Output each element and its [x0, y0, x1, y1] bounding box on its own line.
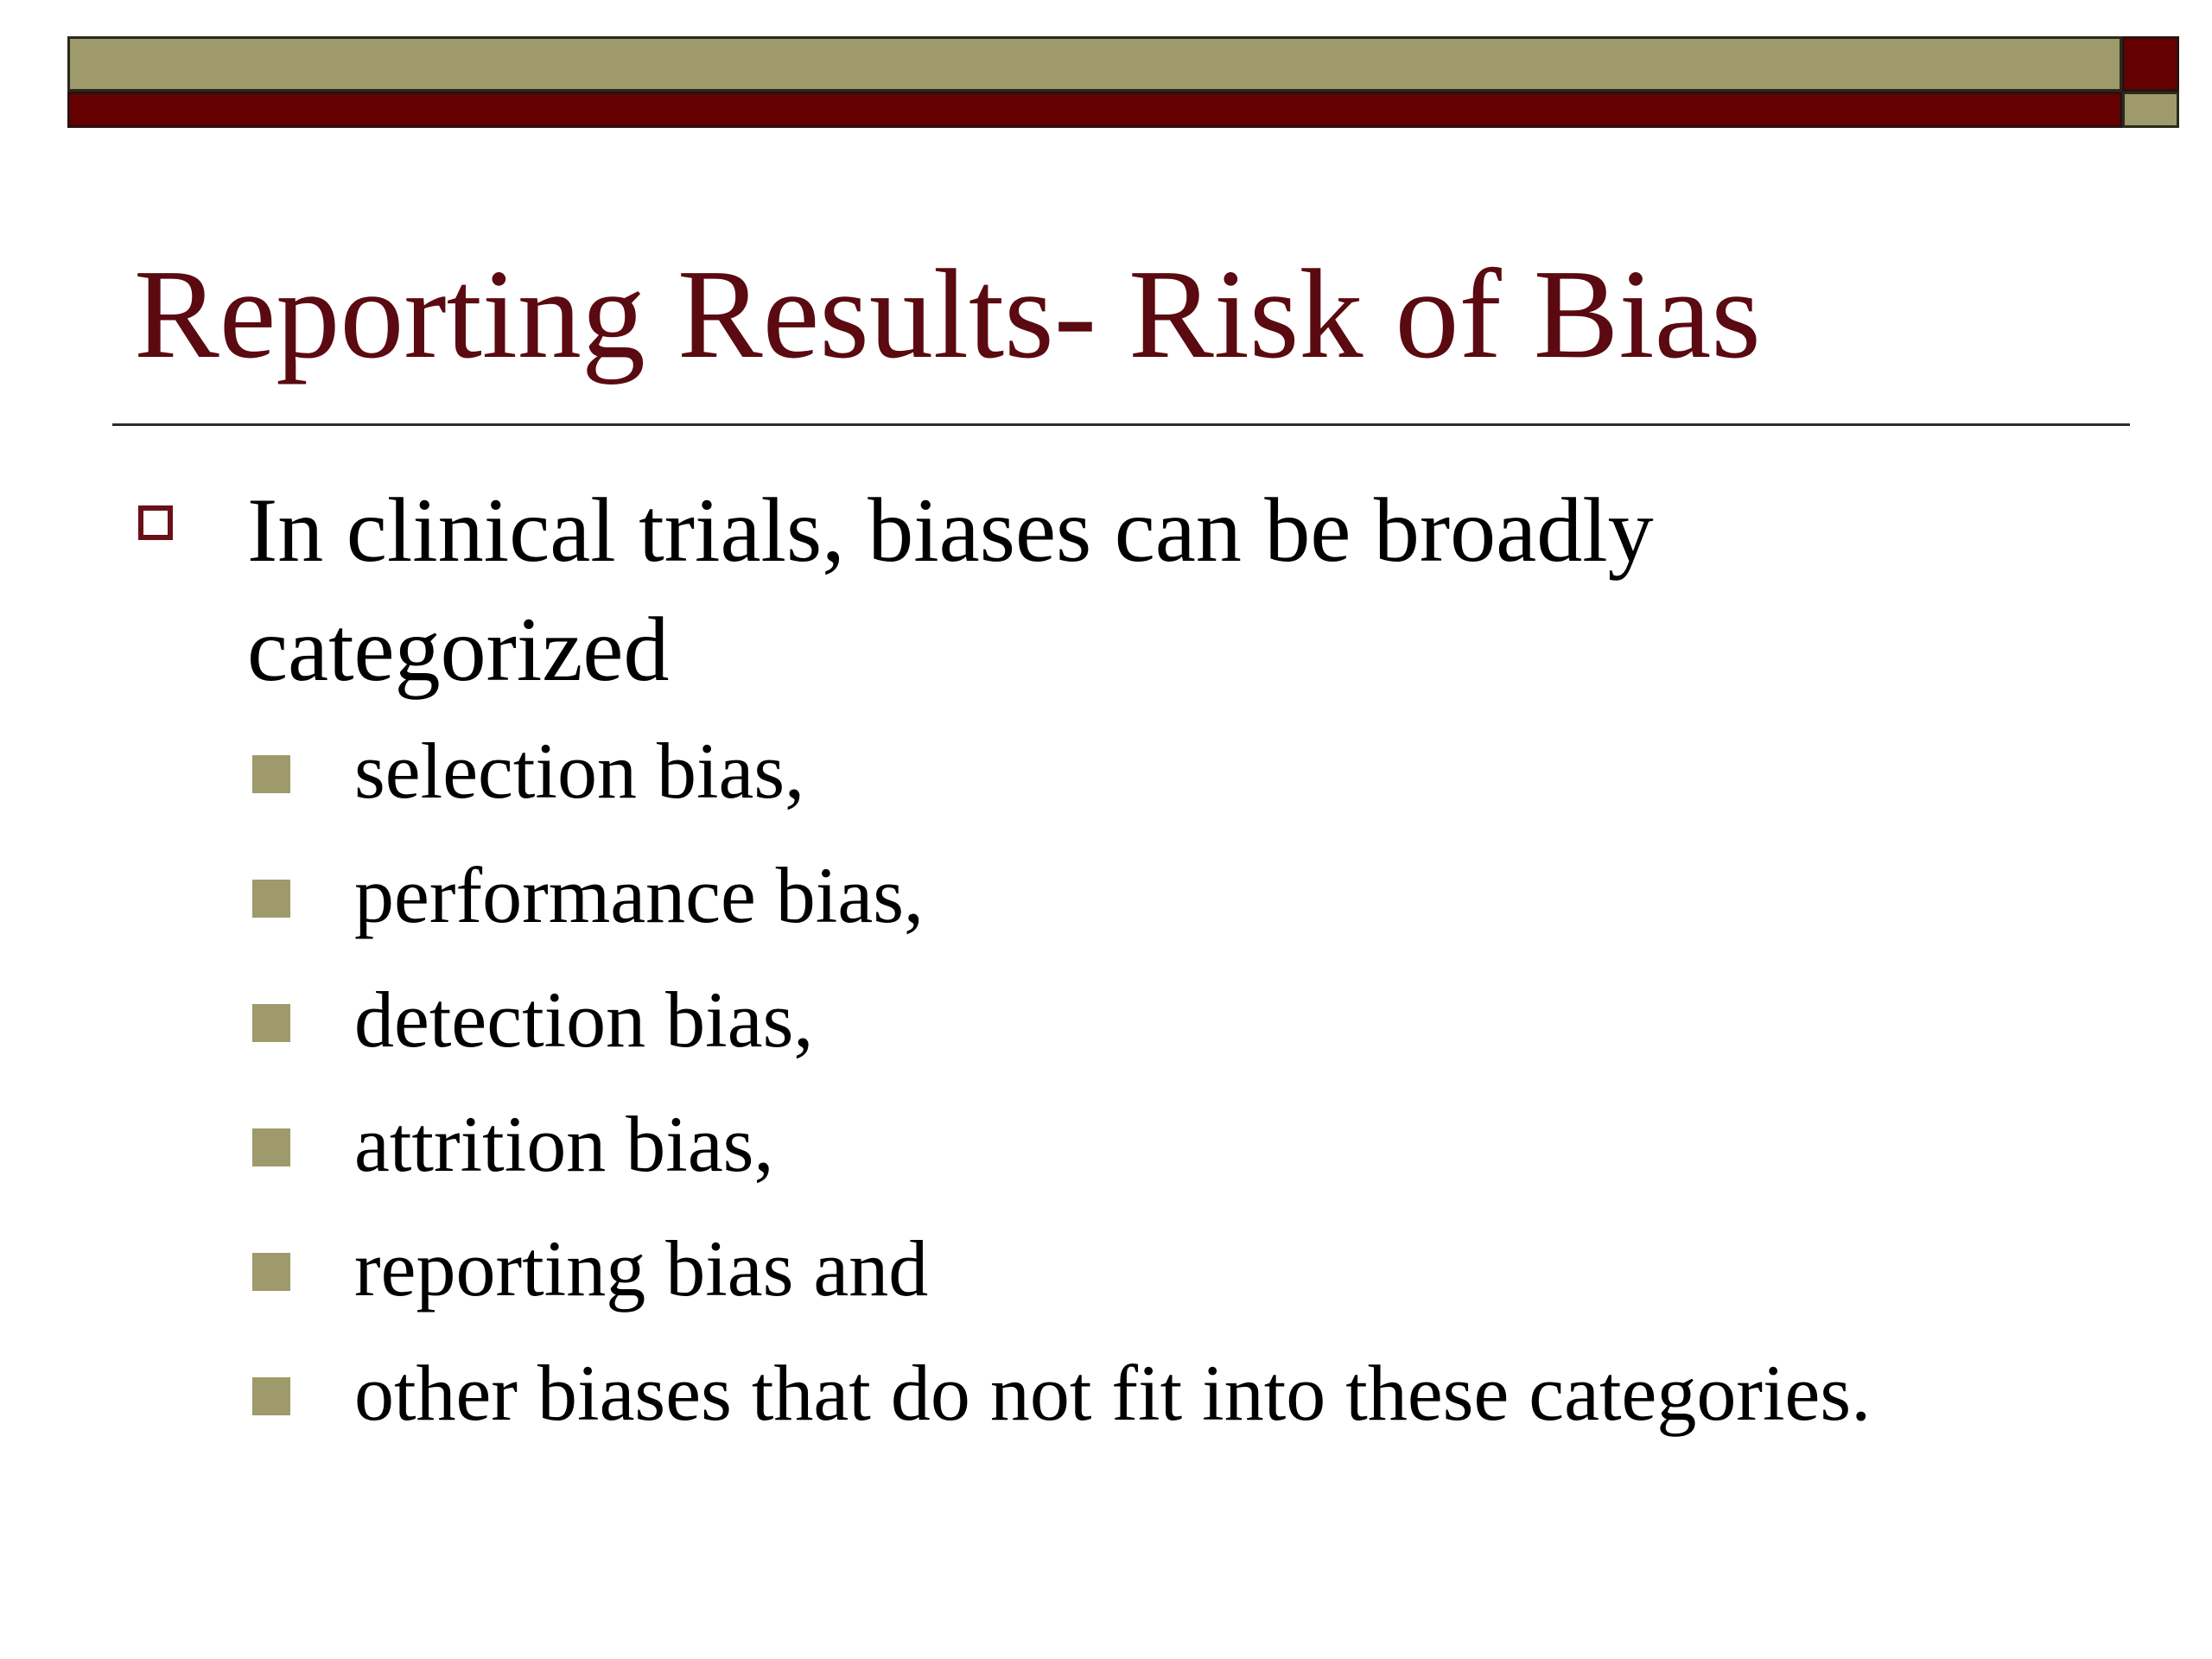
main-bullet-text: In clinical trials, biases can be broadly categorized	[247, 480, 1654, 700]
sub-bullet-text: other biases that do not fit into these categories.	[354, 1349, 1872, 1437]
filled-square-bullet-icon	[252, 880, 290, 918]
sub-bullet-text: attrition bias,	[354, 1100, 774, 1188]
header-corner-maroon	[2122, 36, 2179, 92]
filled-square-bullet-icon	[252, 1253, 290, 1291]
header-bar-maroon	[67, 92, 2122, 128]
hollow-square-bullet-icon	[138, 505, 173, 540]
sub-bullet-text: selection bias,	[354, 727, 805, 815]
sub-bullet-text: performance bias,	[354, 851, 925, 939]
filled-square-bullet-icon	[252, 1128, 290, 1166]
slide-title: Reporting Results- Risk of Bias	[134, 244, 1761, 385]
title-divider	[112, 423, 2130, 426]
header-corner-olive	[2122, 92, 2179, 128]
filled-square-bullet-icon	[252, 1377, 290, 1415]
filled-square-bullet-icon	[252, 755, 290, 793]
filled-square-bullet-icon	[252, 1004, 290, 1042]
sub-bullet-text: detection bias,	[354, 976, 814, 1064]
header-bar-olive	[67, 36, 2122, 92]
sub-bullet-text: reporting bias and	[354, 1224, 929, 1313]
